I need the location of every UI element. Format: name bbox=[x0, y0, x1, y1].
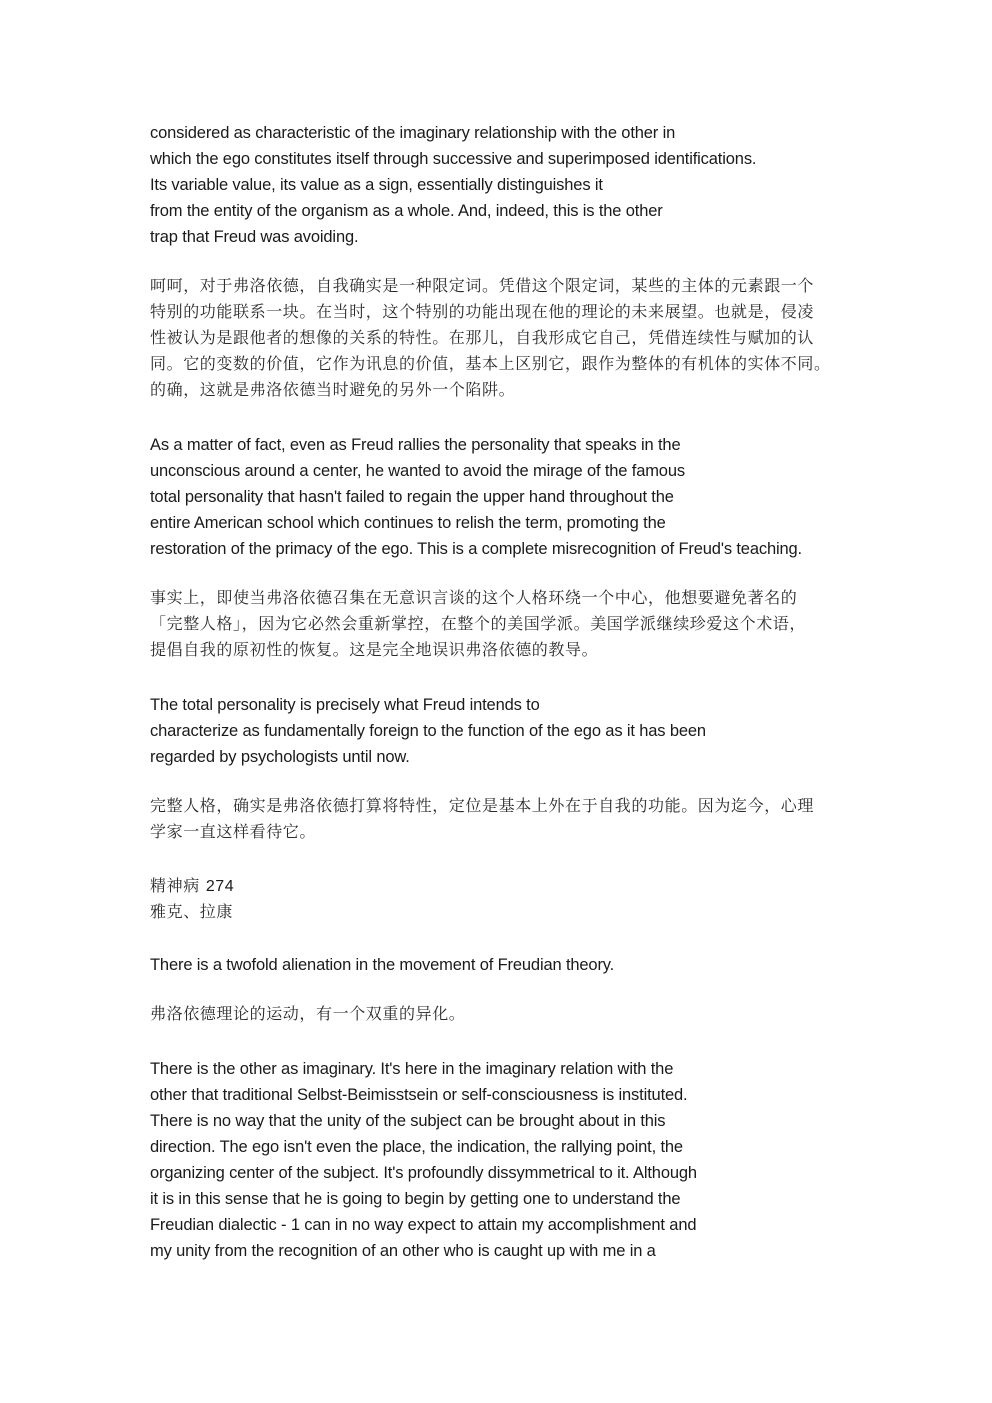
text-line: There is the other as imaginary. It's here in the imaginary relation with the bbox=[150, 1060, 674, 1078]
text-line: 特别的功能联系一块。在当时，这个特别的功能出现在他的理论的未来展望。也就是，侵凌 bbox=[150, 302, 815, 321]
paragraph-english-3 bbox=[150, 692, 706, 770]
text-line: Freudian dialectic - 1 can in no way expect to attain my accomplishment and bbox=[150, 1216, 697, 1234]
author-name: 雅克、拉康 bbox=[150, 902, 234, 921]
text-line: my unity from the recognition of an other who is caught up with me in a bbox=[150, 1242, 656, 1260]
text-line: 呵呵，对于弗洛依德，自我确实是一种限定词。凭借这个限定词，某些的主体的元素跟一个 bbox=[150, 276, 815, 295]
text-line: 同。它的变数的价值，它作为讯息的价值，基本上区别它，跟作为整体的有机体的实体不同。 bbox=[150, 354, 831, 373]
text-line: restoration of the primacy of the ego. This is a complete misrecognition of Freud's teaching. bbox=[150, 540, 802, 558]
text-line: 「完整人格」，因为它必然会重新掌控，在整个的美国学派。美国学派继续珍爱这个术语， bbox=[150, 614, 807, 633]
text-line: characterize as fundamentally foreign to the function of the ego as it has been bbox=[150, 722, 706, 740]
text-line: 性被认为是跟他者的想像的关系的特性。在那儿，自我形成它自己，凭借连续性与赋加的认 bbox=[150, 328, 815, 347]
text-line: 的确，这就是弗洛依德当时避免的另外一个陷阱。 bbox=[150, 380, 516, 399]
text-line: The total personality is precisely what Freud intends to bbox=[150, 696, 540, 714]
text-line: entire American school which continues to relish the term, promoting the bbox=[150, 514, 666, 532]
text-line: There is a twofold alienation in the movement of Freudian theory. bbox=[150, 956, 615, 974]
text-line: it is in this sense that he is going to begin by getting one to understand the bbox=[150, 1190, 681, 1208]
running-header bbox=[150, 873, 850, 925]
paragraph-chinese-4 bbox=[150, 1001, 850, 1027]
text-line: regarded by psychologists until now. bbox=[150, 748, 410, 766]
text-line: 事实上，即使当弗洛依德召集在无意识言谈的这个人格环绕一个中心，他想要避免著名的 bbox=[150, 588, 798, 607]
text-line: total personality that hasn't failed to regain the upper hand throughout the bbox=[150, 488, 674, 506]
text-line: organizing center of the subject. It's profoundly dissymmetrical to it. Although bbox=[150, 1164, 697, 1182]
text-line: 学家一直这样看待它。 bbox=[150, 822, 317, 841]
text-line: trap that Freud was avoiding. bbox=[150, 228, 359, 246]
text-line: which the ego constitutes itself through successive and superimposed identifications. bbox=[150, 150, 757, 168]
paragraph-english-1 bbox=[150, 120, 756, 250]
text-line: 提倡自我的原初性的恢复。这是完全地误识弗洛依德的教导。 bbox=[150, 640, 599, 659]
text-line: Its variable value, its value as a sign, essentially distinguishes it bbox=[150, 176, 603, 194]
paragraph-chinese-1 bbox=[150, 273, 850, 403]
text-line: 弗洛依德理论的运动，有一个双重的异化。 bbox=[150, 1004, 466, 1023]
text-line: from the entity of the organism as a whole. And, indeed, this is the other bbox=[150, 202, 663, 220]
paragraph-english-4 bbox=[150, 952, 614, 978]
text-line: 完整人格，确实是弗洛依德打算将特性，定位是基本上外在于自我的功能。因为迄今，心理 bbox=[150, 796, 815, 815]
text-line: other that traditional Selbst-Beimisstsein or self-consciousness is instituted. bbox=[150, 1086, 688, 1104]
text-line: direction. The ego isn't even the place, the indication, the rallying point, the bbox=[150, 1138, 683, 1156]
paragraph-english-2 bbox=[150, 432, 802, 562]
chapter-line bbox=[150, 873, 850, 899]
text-line: unconscious around a center, he wanted to avoid the mirage of the famous bbox=[150, 462, 685, 480]
paragraph-english-5 bbox=[150, 1056, 697, 1264]
text-line: There is no way that the unity of the subject can be brought about in this bbox=[150, 1112, 666, 1130]
chapter-title: 精神病 bbox=[150, 876, 200, 895]
paragraph-chinese-2 bbox=[150, 585, 850, 663]
page-number: 274 bbox=[205, 878, 235, 895]
text-line: As a matter of fact, even as Freud rallies the personality that speaks in the bbox=[150, 436, 681, 454]
text-line: considered as characteristic of the imaginary relationship with the other in bbox=[150, 124, 676, 142]
paragraph-chinese-3 bbox=[150, 793, 850, 845]
